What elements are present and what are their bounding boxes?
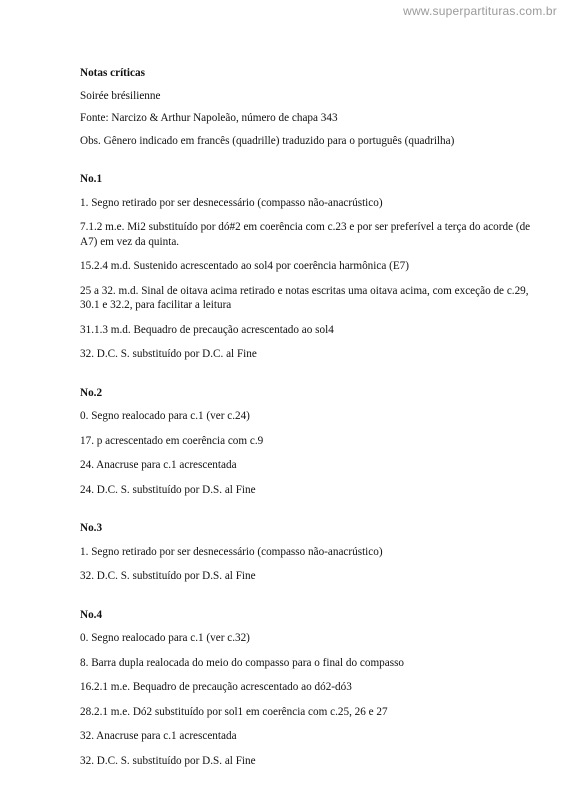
note-item: 16.2.1 m.e. Bequadro de precaução acrescentado ao dó2-dó3 (80, 681, 352, 693)
note-item: 32. D.C. S. substituído por D.C. al Fine (80, 348, 257, 360)
note-item: 31.1.3 m.d. Bequadro de precaução acrescentado ao sol4 (80, 323, 334, 336)
note-item: 32. D.C. S. substituído por D.S. al Fine (80, 754, 256, 767)
section-title: No.3 (80, 522, 103, 534)
note-item: 1. Segno retirado por ser desnecessário (compasso não-anacrústico) (80, 545, 383, 558)
watermark: www.superpartituras.com.br (403, 4, 557, 18)
note-item: 7.1.2 m.e. Mi2 substituído por dó#2 em coerência com c.23 e por ser preferível a terça do acorde (de A7) em vez da quinta. (80, 221, 531, 248)
note-item: 0. Segno realocado para c.1 (ver c.32) (80, 632, 250, 644)
document-body (80, 66, 540, 778)
section-title: No.4 (80, 608, 103, 621)
section-title: No.2 (80, 386, 103, 399)
note-item: 1. Segno retirado por ser desnecessário (compasso não-anacrústico) (80, 196, 383, 209)
note-item: 24. D.C. S. substituído por D.S. al Fine (80, 483, 256, 496)
observation-line: Obs. Gênero indicado em francês (quadrille) traduzido para o português (quadrilha) (80, 134, 455, 147)
note-item: 25 a 32. m.d. Sinal de oitava acima retirado e notas escritas uma oitava acima, com exceção de c.29, 30.1 e 32.2, para facilitar a leitura (80, 284, 529, 311)
note-item: 32. Anacruse para c.1 acrescentada (80, 730, 237, 742)
note-item: 32. D.C. S. substituído por D.S. al Fine (80, 570, 256, 582)
note-item: 8. Barra dupla realocada do meio do compasso para o final do compasso (80, 656, 405, 669)
page-title: Notas críticas (80, 67, 145, 79)
section-no3 (80, 521, 540, 584)
source-line: Fonte: Narcizo & Arthur Napoleão, número de chapa 343 (80, 112, 338, 124)
section-title: No.1 (80, 173, 103, 185)
section-no1 (80, 172, 540, 362)
note-item: 15.2.4 m.d. Sustenido acrescentado ao sol4 por coerência harmônica (E7) (80, 260, 409, 272)
note-item: 24. Anacruse para c.1 acrescentada (80, 459, 237, 471)
section-no2 (80, 386, 540, 498)
note-item: 0. Segno realocado para c.1 (ver c.24) (80, 410, 250, 422)
note-item: 17. p acrescentado em coerência com c.9 (80, 434, 264, 447)
work-title: Soirée brésilienne (80, 89, 161, 102)
note-item: 28.2.1 m.e. Dó2 substituído por sol1 em coerência com c.25, 26 e 27 (80, 705, 388, 718)
section-no4 (80, 608, 540, 769)
